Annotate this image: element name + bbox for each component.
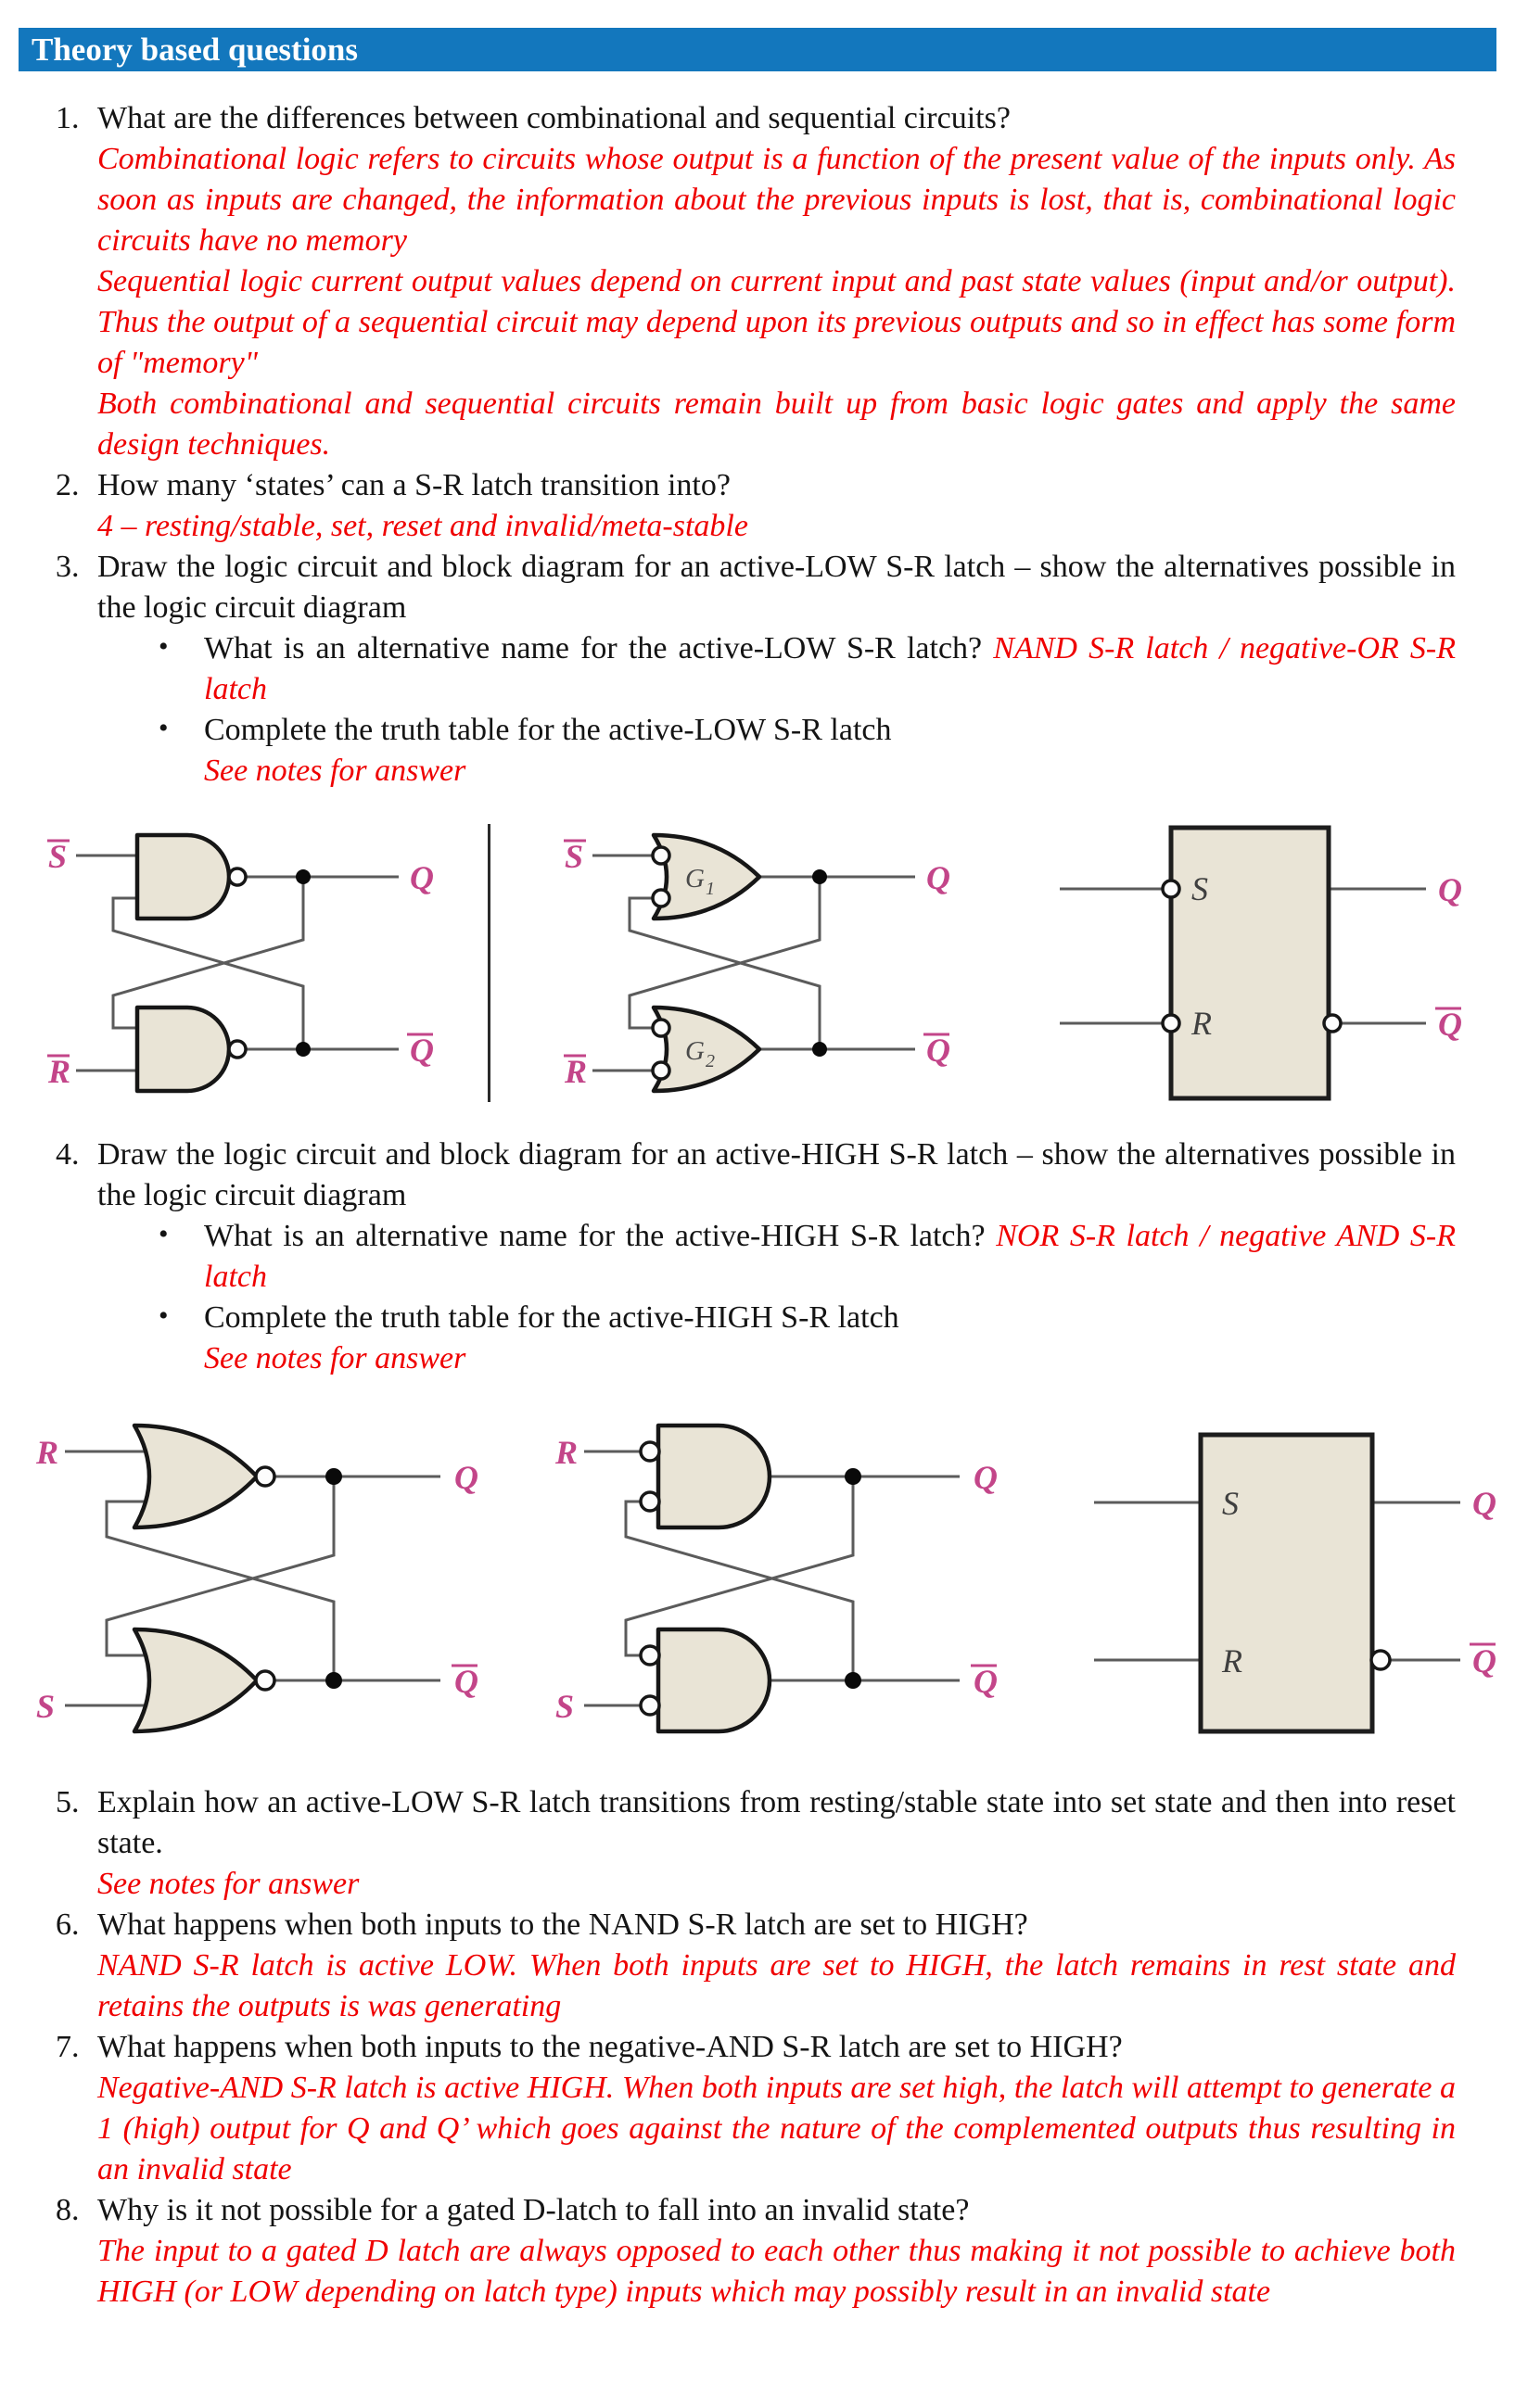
gate-1-subscript: 1 [706,879,715,899]
inverter-bubble [653,847,669,864]
junction-dot [845,1672,861,1689]
s-bar-label: S [565,838,584,875]
section-header-bar [19,28,1496,71]
question-8-text: Why is it not possible for a gated D-latch to fall into an invalid state? [97,2193,970,2227]
junction-dot [296,869,311,884]
question-5-answer: See notes for answer [97,1867,360,1901]
sr-latch-block-diagram-active-low [1032,815,1468,1111]
inverter-bubble [641,1492,659,1511]
q-label: Q [926,859,950,896]
s-port-label: S [1191,870,1208,907]
inverter-bubble [1324,1015,1341,1032]
q-bar-label: Q [410,1032,434,1069]
r-bar-label: R [565,1053,588,1090]
question-4-bullet-1-answer: NOR S-R latch / negative AND S-R latch [204,1219,1456,1294]
question-1-answer-3: Both combinational and sequential circuits remain built up from basic logic gates and apply the same design techniques. [97,387,1456,462]
inverter-bubble [1371,1651,1390,1669]
q-bar-label: Q [1472,1642,1496,1679]
q-label: Q [410,859,434,896]
q-bar-label: Q [974,1663,998,1700]
latch-block-body [1171,828,1329,1098]
active-low-latch-diagrams [0,815,1515,1111]
negative-or-sr-latch-diagram [544,815,980,1111]
s-bar-label: S [48,838,68,875]
or-gate-top [654,835,759,919]
r-label: R [555,1434,579,1471]
inverter-bubble [653,1062,669,1079]
question-1-number: 1. [56,101,80,135]
question-4-bullet-1 [97,1216,1456,1298]
inverter-bubble [256,1467,274,1486]
nand-gate-bottom [137,1008,229,1091]
inverter-bubble [641,1646,659,1665]
inverter-bubble [1163,881,1179,897]
question-1-answer-2: Sequential logic current output values depend on current input and past state values (input and/or output). Thus the output of a sequential circuit may depend upon its previous outputs and so in effect has some form of "memory" [97,264,1456,380]
question-8-answer: The input to a gated D latch are always opposed to each other thus making it not possible to achieve both HIGH (or LOW depending on latch type) inputs which may possibly result in an invalid state [97,2234,1456,2309]
question-6 [0,1905,1515,2027]
nor-gate-top [134,1426,257,1527]
inverter-bubble [229,868,246,885]
bullet-icon: • [159,1300,169,1331]
questions-list [0,98,1515,2313]
nand-gate-top [137,835,229,919]
question-1 [0,98,1515,465]
question-5-number: 5. [56,1785,80,1819]
gate-1-label: G [685,864,705,893]
s-port-label: S [1222,1485,1239,1522]
question-5-text: Explain how an active-LOW S-R latch transitions from resting/stable state into set state and then into reset state. [97,1785,1456,1860]
question-3-bullet-1-answer: NAND S-R latch / negative-OR S-R latch [204,631,1456,706]
inverter-bubble [653,890,669,906]
r-label: R [36,1434,59,1471]
diagram-divider-line [488,824,490,1102]
inverter-bubble [641,1442,659,1461]
question-7-text: What happens when both inputs to the negative-AND S-R latch are set to HIGH? [97,2030,1123,2064]
question-4 [0,1134,1515,1379]
r-port-label: R [1191,1005,1212,1042]
negative-and-sr-latch-diagram [533,1407,1034,1759]
question-2-answer: 4 – resting/stable, set, reset and invalid/meta-stable [97,509,748,543]
section-title: Theory based questions [32,31,359,68]
and-gate-top [658,1426,770,1527]
question-2-text: How many ‘states’ can a S-R latch transition into? [97,468,731,502]
q-label: Q [1472,1485,1496,1522]
question-4-bullet-1-line [204,1216,1456,1298]
bullet-icon: • [159,631,169,662]
question-8 [0,2190,1515,2313]
question-3-bullet-2-text: Complete the truth table for the active-LOW S-R latch [204,713,892,747]
question-3-bullet-2-answer: See notes for answer [204,754,466,788]
gate-2-label: G [685,1036,705,1066]
inverter-bubble [229,1041,246,1058]
question-3 [0,547,1515,792]
s-label: S [36,1688,56,1725]
s-label: S [555,1688,575,1725]
question-7 [0,2027,1515,2190]
inverter-bubble [1163,1015,1179,1032]
question-3-bullet-1-line [204,628,1456,710]
and-gate-bottom [658,1629,770,1731]
q-label: Q [974,1459,998,1496]
q-bar-label: Q [454,1663,478,1700]
r-bar-label: R [48,1053,71,1090]
junction-dot [325,1468,342,1485]
r-port-label: R [1222,1642,1242,1679]
question-2-number: 2. [56,468,80,502]
junction-dot [845,1468,861,1485]
question-6-answer: NAND S-R latch is active LOW. When both inputs are set to HIGH, the latch remains in rest state and retains the outputs is was generating [97,1948,1456,2023]
inverter-bubble [653,1020,669,1036]
question-4-number: 4. [56,1137,80,1172]
active-high-latch-diagrams [0,1407,1515,1759]
question-4-bullet-2-text: Complete the truth table for the active-HIGH S-R latch [204,1300,899,1335]
question-6-number: 6. [56,1907,80,1942]
inverter-bubble [256,1671,274,1690]
question-7-number: 7. [56,2030,80,2064]
question-2 [0,465,1515,547]
junction-dot [296,1042,311,1057]
latch-block-body [1201,1435,1372,1731]
nor-sr-latch-diagram [14,1407,515,1759]
bullet-icon: • [159,1219,169,1249]
inverter-bubble [641,1696,659,1715]
question-1-answer-1: Combinational logic refers to circuits whose output is a function of the present value of the inputs only. As soon as inputs are changed, the information about the previous inputs is lost, that is, combinational logic circuits have no memory [97,142,1456,258]
question-3-bullet-2 [97,710,1456,792]
question-4-bullet-2 [97,1298,1456,1379]
question-3-bullet-1-text: What is an alternative name for the active-LOW S-R latch? [204,631,994,665]
q-bar-label: Q [1438,1006,1462,1043]
question-4-bullet-2-answer: See notes for answer [204,1341,466,1375]
question-6-text: What happens when both inputs to the NAND S-R latch are set to HIGH? [97,1907,1028,1942]
question-7-answer: Negative-AND S-R latch is active HIGH. When both inputs are set high, the latch will attempt to generate a 1 (high) output for Q and Q’ which goes against the nature of the complemented outputs thus resulting in an invalid state [97,2071,1456,2186]
question-5 [0,1782,1515,1905]
junction-dot [325,1672,342,1689]
gate-2-subscript: 2 [706,1051,715,1071]
bullet-icon: • [159,713,169,743]
question-3-bullet-1 [97,628,1456,710]
sr-latch-block-diagram-active-high [1071,1407,1507,1759]
question-3-number: 3. [56,550,80,584]
nor-gate-bottom [134,1629,257,1731]
q-label: Q [1438,871,1462,908]
q-label: Q [454,1459,478,1496]
q-bar-label: Q [926,1032,950,1069]
question-4-bullet-1-text: What is an alternative name for the active-HIGH S-R latch? [204,1219,997,1253]
question-3-text: Draw the logic circuit and block diagram for an active-LOW S-R latch – show the alternatives possible in the logic circuit diagram [97,550,1456,625]
or-gate-bottom [654,1008,759,1091]
nand-sr-latch-diagram [28,815,464,1111]
question-4-text: Draw the logic circuit and block diagram for an active-HIGH S-R latch – show the alternatives possible in the logic circuit diagram [97,1137,1456,1212]
junction-dot [812,869,827,884]
question-1-text: What are the differences between combinational and sequential circuits? [97,101,1011,135]
junction-dot [812,1042,827,1057]
question-8-number: 8. [56,2193,80,2227]
